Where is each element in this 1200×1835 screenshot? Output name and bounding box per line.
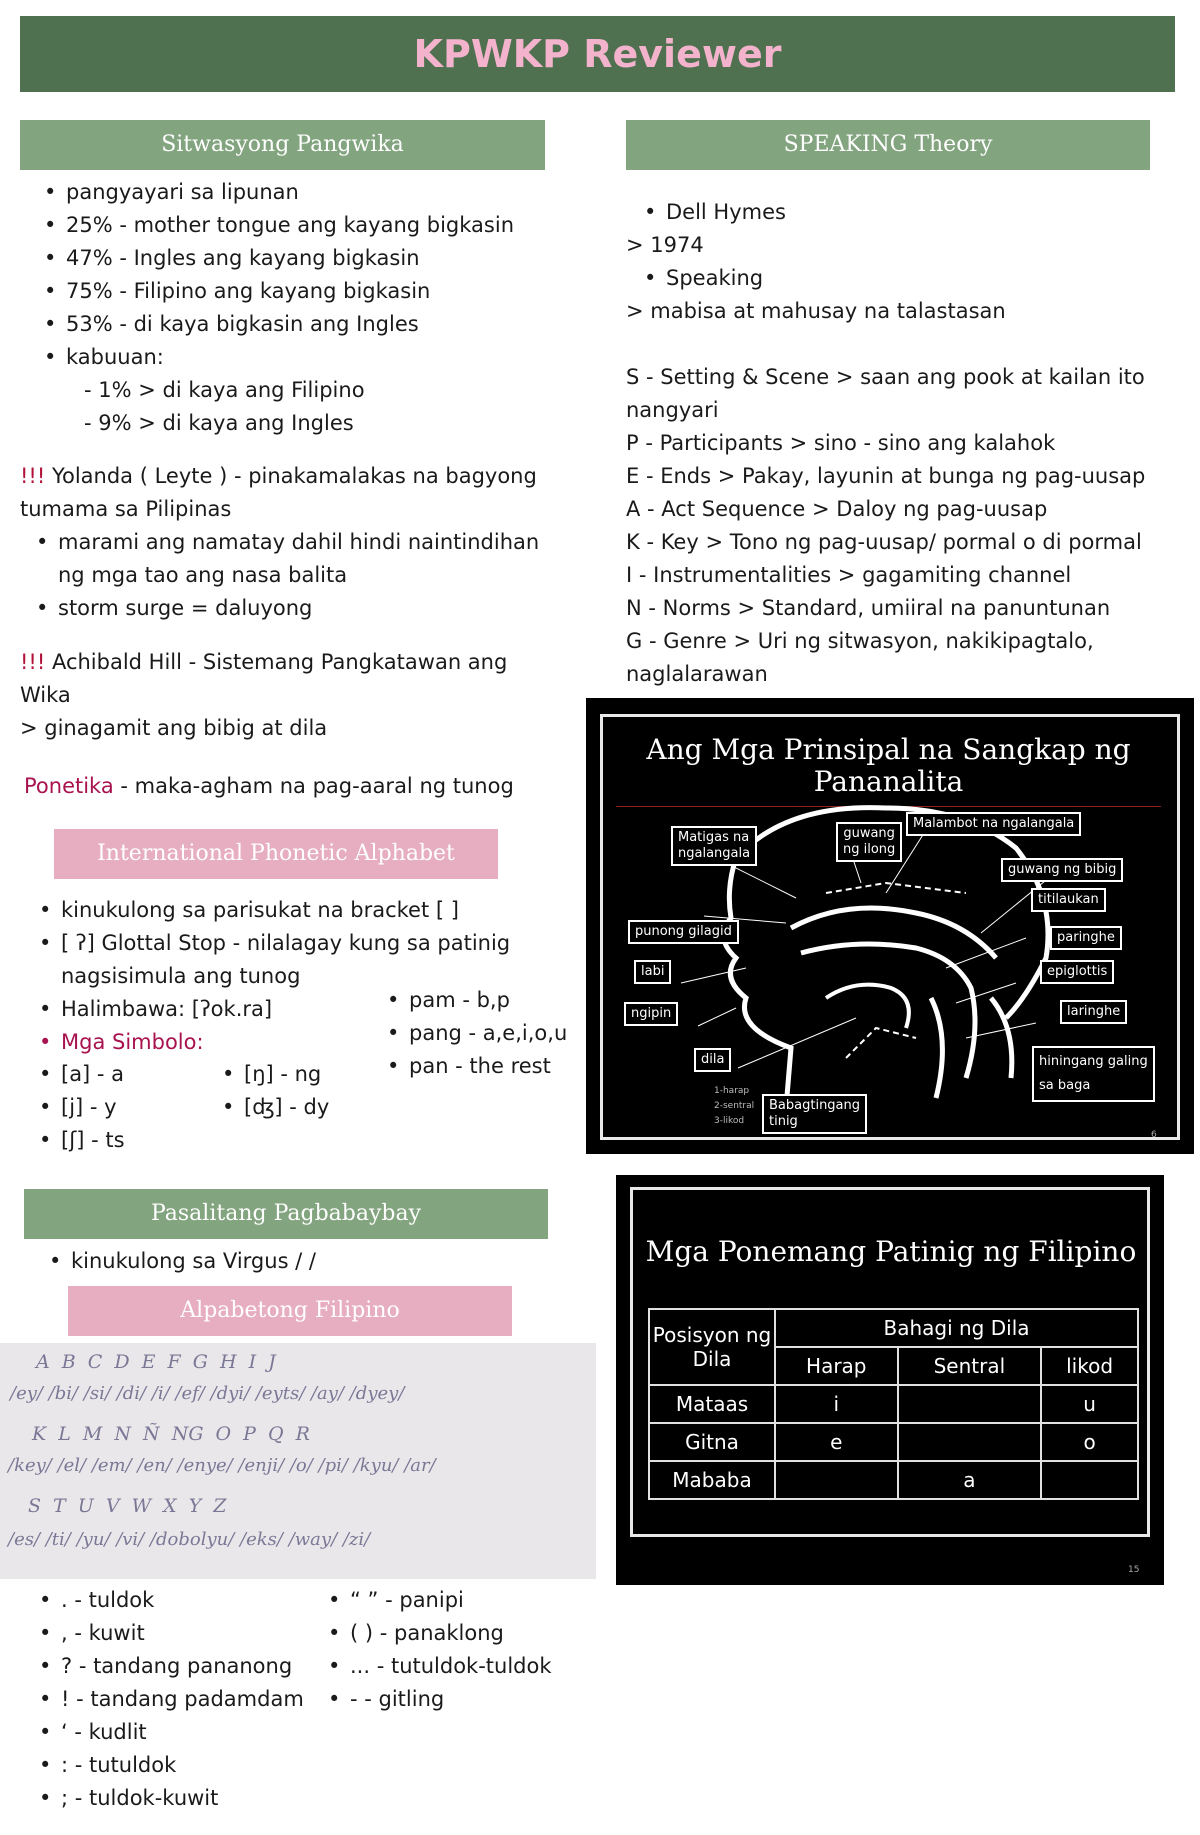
label-malambot: Malambot na ngalangala [906, 812, 1081, 836]
hill-line-3: > ginagamit ang bibig at dila [20, 716, 328, 740]
list-item: • [ʤ] - dy [216, 1091, 329, 1124]
sitwasyon-list [38, 176, 514, 374]
ponetika-term: Ponetika [24, 774, 114, 798]
simbolo-col-2 [216, 1058, 329, 1124]
label-hiningang: hiningang galing sa baga [1032, 1046, 1155, 1102]
table-row [649, 1423, 1138, 1461]
label-dila: dila [694, 1048, 731, 1072]
speech-organs-slide [586, 698, 1194, 1154]
speaking-bullet [626, 262, 1166, 295]
list-item: • - - gitling [322, 1683, 552, 1716]
list-item-continued: ng mga tao ang nasa balita [58, 563, 348, 587]
slide-page-number: 15 [1128, 1565, 1140, 1575]
pasalitang-header: Pasalitang Pagbabaybay [24, 1189, 548, 1239]
row-label: Gitna [649, 1423, 775, 1461]
bantas-col-2 [322, 1584, 552, 1716]
list-item: • [ŋ] - ng [216, 1058, 329, 1091]
speaking-bullet-text: Speaking [666, 266, 764, 290]
speaking-line: G - Genre > Uri ng sitwasyon, nakikipagtalo, [626, 629, 1094, 653]
simbolo-col-1 [33, 1058, 125, 1157]
sitwasyon-section [38, 176, 514, 440]
table-cell [898, 1423, 1042, 1461]
list-item: • pan - the rest [381, 1050, 567, 1083]
list-item: • marami ang namatay dahil hindi naintindihan [30, 526, 539, 559]
ipa-header: International Phonetic Alphabet [54, 829, 498, 879]
list-item: • [j] - y [33, 1091, 125, 1124]
hill-line-2: Wika [20, 683, 71, 707]
list-item: • kabuuan: [38, 341, 514, 374]
alphabet-row: K L M N Ñ NG O P Q R [32, 1423, 310, 1445]
table-cell [898, 1385, 1042, 1423]
list-item: • 75% - Filipino ang kayang bigkasin [38, 275, 514, 308]
label-babagtingang: Babagtingang tinig [762, 1094, 867, 1134]
list-item: • , - kuwit [33, 1617, 304, 1650]
ponetika-definition: Ponetika - maka-agham na pag-aaral ng tunog [24, 774, 514, 798]
table-row [649, 1385, 1138, 1423]
table-cell: o [1041, 1423, 1138, 1461]
bahagi-header: Bahagi ng Dila [775, 1309, 1138, 1347]
list-item: • : - tutuldok [33, 1749, 304, 1782]
speaking-header: SPEAKING Theory [626, 120, 1150, 170]
list-item: • . - tuldok [33, 1584, 304, 1617]
posisyon-header: Posisyon ng Dila [649, 1309, 775, 1385]
table-row [649, 1461, 1138, 1499]
hill-line-1: !!! Achibald Hill - Sistemang Pangkatawan ang [20, 650, 508, 674]
pam-pang-list [381, 984, 567, 1083]
vowel-phonemes-slide [616, 1175, 1164, 1585]
speaking-section [626, 196, 1166, 691]
list-item: • ! - tandang padamdam [33, 1683, 304, 1716]
table-cell [775, 1461, 898, 1499]
table-cell: u [1041, 1385, 1138, 1423]
label-punong-gilagid: punong gilagid [628, 920, 739, 944]
list-item: • ? - tandang pananong [33, 1650, 304, 1683]
list-item: • 53% - di kaya bigkasin ang Ingles [38, 308, 514, 341]
spacer [626, 328, 1166, 361]
list-item: • kinukulong sa Virgus / / [43, 1245, 316, 1278]
pronunciation-row: /es/ /ti/ /yu/ /vi/ /dobolyu/ /eks/ /way/ /zi/ [8, 1529, 371, 1550]
bantas-col-1 [33, 1584, 304, 1815]
label-guwang-ilong: guwang ng ilong [836, 822, 902, 862]
list-item: • pang - a,e,i,o,u [381, 1017, 567, 1050]
pasalitang-section [43, 1245, 316, 1278]
note-line: 2-sentral [714, 1101, 755, 1111]
page-title: KPWKP Reviewer [20, 16, 1175, 92]
speaking-line: E - Ends > Pakay, layunin at bunga ng pag-uusap [626, 464, 1146, 488]
column-header: Harap [775, 1347, 898, 1385]
speaking-line: naglalarawan [626, 662, 768, 686]
speaking-bullet-text: Dell Hymes [666, 200, 786, 224]
vowel-table [648, 1308, 1139, 1500]
list-item-continued: nagsisimula ang tunog [61, 964, 301, 988]
alert-mark: !!! [20, 464, 46, 488]
speaking-bullet [626, 196, 1166, 229]
list-item: • 25% - mother tongue ang kayang bigkasin [38, 209, 514, 242]
list-item: • pangyayari sa lipunan [38, 176, 514, 209]
alpabeto-handwritten-image [0, 1343, 596, 1579]
list-item: • pam - b,p [381, 984, 567, 1017]
bullet-dot: • [644, 266, 657, 290]
column-header: likod [1041, 1347, 1138, 1385]
bullet-dot: • [644, 200, 657, 224]
list-item: • kinukulong sa parisukat na bracket [ ] [33, 894, 510, 927]
pronunciation-row: /ey/ /bi/ /si/ /di/ /i/ /ef/ /dyi/ /eyts/ /ay/ /dyey/ [10, 1383, 405, 1404]
row-label: Mataas [649, 1385, 775, 1423]
note-line: 1-harap [714, 1086, 750, 1096]
alert-mark: !!! [20, 650, 46, 674]
list-item: • ... - tutuldok-tuldok [322, 1650, 552, 1683]
speaking-line: A - Act Sequence > Daloy ng pag-uusap [626, 497, 1048, 521]
list-item: • ( ) - panaklong [322, 1617, 552, 1650]
column-header: Sentral [898, 1347, 1042, 1385]
tongue-positions-note [714, 1084, 754, 1129]
hill-section [20, 646, 507, 745]
alphabet-row: A B C D E F G H I J [36, 1351, 276, 1373]
label-paringhe: paringhe [1050, 926, 1122, 950]
label-ngipin: ngipin [624, 1002, 678, 1026]
label-laringhe: laringhe [1060, 1000, 1127, 1024]
list-item: • [ ʔ] Glottal Stop - nilalagay kung sa patinig [33, 927, 510, 960]
table-cell: e [775, 1423, 898, 1461]
list-item: • Halimbawa: [ʔok.ra] [33, 993, 510, 1026]
sub-item: - 9% > di kaya ang Ingles [84, 411, 354, 435]
yolanda-section [20, 460, 539, 625]
speaking-line: I - Instrumentalities > gagamiting channel [626, 563, 1072, 587]
yolanda-line-2: tumama sa Pilipinas [20, 497, 232, 521]
label-guwang-bibig: guwang ng bibig [1001, 858, 1123, 882]
sitwasyon-header: Sitwasyong Pangwika [20, 120, 545, 170]
yolanda-list-2 [30, 592, 539, 625]
speaking-line: K - Key > Tono ng pag-uusap/ pormal o di pormal [626, 530, 1142, 554]
speaking-line: S - Setting & Scene > saan ang pook at kailan ito [626, 365, 1145, 389]
list-item: • “ ” - panipi [322, 1584, 552, 1617]
table-cell [1041, 1461, 1138, 1499]
table-cell: i [775, 1385, 898, 1423]
alpabeto-header: Alpabetong Filipino [68, 1286, 512, 1336]
slide-page-number: 6 [1151, 1130, 1157, 1140]
speaking-line: > 1974 [626, 233, 704, 257]
slide-title: Mga Ponemang Patinig ng Filipino [645, 1235, 1137, 1268]
speaking-line: > mabisa at mahusay na talastasan [626, 299, 1006, 323]
yolanda-line-1: !!! Yolanda ( Leyte ) - pinakamalakas na bagyong [20, 464, 537, 488]
note-line: 3-likod [714, 1116, 745, 1126]
speaking-line: N - Norms > Standard, umiiral na panuntunan [626, 596, 1111, 620]
table-header-row [649, 1309, 1138, 1347]
label-epiglottis: epiglottis [1040, 960, 1114, 984]
ipa-list [33, 894, 510, 960]
list-item: • ; - tuldok-kuwit [33, 1782, 304, 1815]
yolanda-list [30, 526, 539, 559]
row-label: Mababa [649, 1461, 775, 1499]
label-labi: labi [634, 960, 671, 984]
list-item: • [a] - a [33, 1058, 125, 1091]
alphabet-row: S T U V W X Y Z [28, 1495, 227, 1517]
pronunciation-row: /key/ /el/ /em/ /en/ /enye/ /enji/ /o/ /pi/ /kyu/ /ar/ [8, 1455, 436, 1476]
list-item: • ‘ - kudlit [33, 1716, 304, 1749]
slide-title-line-2: Pananalita [813, 765, 964, 798]
speaking-line: P - Participants > sino - sino ang kalahok [626, 431, 1056, 455]
list-item: • storm surge = daluyong [30, 592, 539, 625]
label-matigas: Matigas na ngalangala [671, 826, 757, 866]
speaking-line: nangyari [626, 398, 719, 422]
slide-title-line-1: Ang Mga Prinsipal na Sangkap ng [646, 733, 1131, 766]
list-item: • [ʃ] - ts [33, 1124, 125, 1157]
label-titilaukan: titilaukan [1031, 888, 1106, 912]
sub-item: - 1% > di kaya ang Filipino [84, 378, 365, 402]
simbolo-label: • Mga Simbolo: [33, 1026, 510, 1059]
list-item: • 47% - Ingles ang kayang bigkasin [38, 242, 514, 275]
table-cell: a [898, 1461, 1042, 1499]
